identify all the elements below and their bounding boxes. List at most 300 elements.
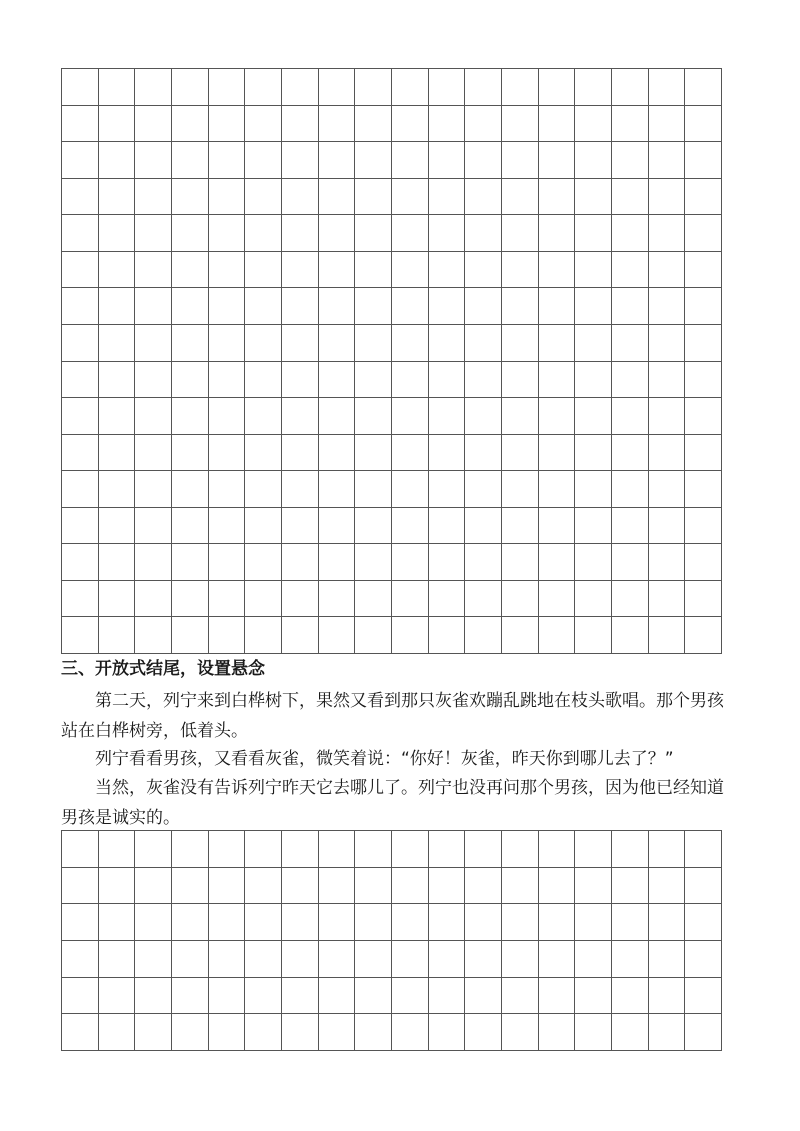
grid-cell bbox=[319, 471, 356, 508]
grid-cell bbox=[245, 252, 282, 289]
grid-cell bbox=[245, 288, 282, 325]
story-paragraph-1 bbox=[61, 686, 731, 746]
grid-cell bbox=[502, 362, 539, 399]
grid-cell bbox=[575, 978, 612, 1015]
grid-cell bbox=[99, 69, 136, 106]
grid-cell bbox=[539, 1014, 576, 1051]
grid-cell bbox=[99, 252, 136, 289]
grid-cell bbox=[685, 106, 722, 143]
grid-cell bbox=[319, 508, 356, 545]
grid-cell bbox=[282, 215, 319, 252]
grid-cell bbox=[392, 252, 429, 289]
grid-cell bbox=[539, 581, 576, 618]
grid-cell bbox=[429, 978, 466, 1015]
grid-cell bbox=[612, 581, 649, 618]
grid-cell bbox=[539, 617, 576, 654]
grid-cell bbox=[135, 581, 172, 618]
grid-cell bbox=[355, 471, 392, 508]
grid-cell bbox=[99, 941, 136, 978]
grid-cell bbox=[575, 1014, 612, 1051]
grid-cell bbox=[539, 179, 576, 216]
grid-cell bbox=[282, 904, 319, 941]
grid-cell bbox=[355, 288, 392, 325]
grid-cell bbox=[282, 544, 319, 581]
grid-cell bbox=[172, 978, 209, 1015]
grid-cell bbox=[209, 617, 246, 654]
grid-cell bbox=[99, 581, 136, 618]
grid-cell bbox=[209, 288, 246, 325]
grid-cell bbox=[282, 362, 319, 399]
grid-cell bbox=[465, 325, 502, 362]
grid-cell bbox=[649, 868, 686, 905]
grid-cell bbox=[355, 106, 392, 143]
grid-cell bbox=[355, 398, 392, 435]
grid-cell bbox=[612, 288, 649, 325]
grid-cell bbox=[649, 941, 686, 978]
grid-cell bbox=[209, 106, 246, 143]
grid-cell bbox=[172, 362, 209, 399]
grid-cell bbox=[355, 325, 392, 362]
grid-cell bbox=[99, 978, 136, 1015]
grid-cell bbox=[539, 904, 576, 941]
grid-cell bbox=[429, 362, 466, 399]
grid-cell bbox=[172, 868, 209, 905]
grid-cell bbox=[62, 252, 99, 289]
grid-cell bbox=[649, 617, 686, 654]
grid-cell bbox=[282, 179, 319, 216]
grid-cell bbox=[282, 868, 319, 905]
grid-cell bbox=[612, 868, 649, 905]
grid-cell bbox=[649, 1014, 686, 1051]
grid-cell bbox=[62, 179, 99, 216]
grid-cell bbox=[685, 941, 722, 978]
grid-cell bbox=[62, 581, 99, 618]
grid-cell bbox=[245, 362, 282, 399]
grid-cell bbox=[649, 325, 686, 362]
grid-cell bbox=[245, 179, 282, 216]
grid-cell bbox=[612, 544, 649, 581]
grid-cell bbox=[135, 325, 172, 362]
grid-cell bbox=[502, 288, 539, 325]
grid-cell bbox=[575, 941, 612, 978]
grid-cell bbox=[429, 904, 466, 941]
section-heading: 三、开放式结尾，设置悬念 bbox=[61, 659, 265, 679]
grid-cell bbox=[685, 1014, 722, 1051]
grid-cell bbox=[465, 904, 502, 941]
grid-cell bbox=[99, 179, 136, 216]
grid-cell bbox=[209, 398, 246, 435]
grid-cell bbox=[649, 106, 686, 143]
grid-cell bbox=[392, 69, 429, 106]
grid-cell bbox=[282, 1014, 319, 1051]
grid-cell bbox=[539, 69, 576, 106]
grid-cell bbox=[319, 978, 356, 1015]
grid-cell bbox=[465, 471, 502, 508]
grid-cell bbox=[135, 508, 172, 545]
grid-cell bbox=[282, 471, 319, 508]
grid-cell bbox=[502, 617, 539, 654]
grid-cell bbox=[429, 544, 466, 581]
grid-cell bbox=[135, 904, 172, 941]
grid-cell bbox=[429, 142, 466, 179]
grid-cell bbox=[539, 398, 576, 435]
grid-cell bbox=[135, 142, 172, 179]
grid-cell bbox=[99, 362, 136, 399]
grid-cell bbox=[355, 1014, 392, 1051]
grid-cell bbox=[172, 325, 209, 362]
grid-cell bbox=[649, 435, 686, 472]
grid-cell bbox=[539, 362, 576, 399]
grid-cell bbox=[649, 581, 686, 618]
grid-cell bbox=[539, 471, 576, 508]
grid-cell bbox=[135, 868, 172, 905]
grid-cell bbox=[392, 325, 429, 362]
grid-cell bbox=[355, 435, 392, 472]
grid-cell bbox=[62, 435, 99, 472]
grid-cell bbox=[355, 617, 392, 654]
grid-cell bbox=[392, 215, 429, 252]
grid-cell bbox=[502, 544, 539, 581]
grid-cell bbox=[319, 215, 356, 252]
grid-cell bbox=[319, 904, 356, 941]
grid-cell bbox=[539, 215, 576, 252]
grid-cell bbox=[539, 325, 576, 362]
grid-cell bbox=[575, 868, 612, 905]
grid-cell bbox=[99, 868, 136, 905]
grid-cell bbox=[99, 142, 136, 179]
grid-cell bbox=[612, 69, 649, 106]
grid-cell bbox=[62, 69, 99, 106]
grid-cell bbox=[685, 69, 722, 106]
grid-cell bbox=[502, 508, 539, 545]
grid-cell bbox=[685, 252, 722, 289]
grid-cell bbox=[245, 978, 282, 1015]
grid-cell bbox=[99, 508, 136, 545]
grid-cell bbox=[502, 868, 539, 905]
grid-cell bbox=[135, 1014, 172, 1051]
grid-cell bbox=[465, 617, 502, 654]
grid-cell bbox=[245, 831, 282, 868]
grid-cell bbox=[392, 288, 429, 325]
grid-cell bbox=[135, 106, 172, 143]
grid-cell bbox=[685, 904, 722, 941]
grid-cell bbox=[649, 69, 686, 106]
grid-cell bbox=[245, 1014, 282, 1051]
grid-cell bbox=[135, 69, 172, 106]
grid-cell bbox=[355, 904, 392, 941]
grid-cell bbox=[172, 904, 209, 941]
grid-cell bbox=[612, 617, 649, 654]
grid-cell bbox=[429, 831, 466, 868]
grid-cell bbox=[429, 941, 466, 978]
grid-cell bbox=[392, 508, 429, 545]
grid-cell bbox=[355, 978, 392, 1015]
grid-cell bbox=[209, 471, 246, 508]
grid-cell bbox=[502, 941, 539, 978]
grid-cell bbox=[99, 215, 136, 252]
grid-cell bbox=[319, 69, 356, 106]
grid-cell bbox=[575, 617, 612, 654]
grid-cell bbox=[429, 398, 466, 435]
grid-cell bbox=[62, 831, 99, 868]
grid-cell bbox=[685, 581, 722, 618]
grid-cell bbox=[209, 252, 246, 289]
grid-cell bbox=[539, 508, 576, 545]
grid-cell bbox=[172, 831, 209, 868]
grid-cell bbox=[465, 868, 502, 905]
grid-cell bbox=[429, 868, 466, 905]
grid-cell bbox=[355, 831, 392, 868]
grid-cell bbox=[319, 1014, 356, 1051]
grid-cell bbox=[539, 106, 576, 143]
grid-cell bbox=[355, 69, 392, 106]
grid-cell bbox=[649, 215, 686, 252]
grid-cell bbox=[172, 581, 209, 618]
grid-cell bbox=[429, 617, 466, 654]
grid-cell bbox=[355, 362, 392, 399]
grid-cell bbox=[502, 215, 539, 252]
grid-cell bbox=[209, 581, 246, 618]
grid-cell bbox=[209, 435, 246, 472]
grid-cell bbox=[319, 868, 356, 905]
grid-cell bbox=[282, 941, 319, 978]
grid-cell bbox=[502, 471, 539, 508]
grid-cell bbox=[392, 471, 429, 508]
grid-cell bbox=[172, 1014, 209, 1051]
grid-cell bbox=[172, 435, 209, 472]
grid-cell bbox=[429, 581, 466, 618]
grid-cell bbox=[612, 142, 649, 179]
grid-cell bbox=[612, 1014, 649, 1051]
grid-cell bbox=[209, 325, 246, 362]
grid-cell bbox=[245, 581, 282, 618]
grid-cell bbox=[172, 398, 209, 435]
grid-cell bbox=[355, 142, 392, 179]
grid-cell bbox=[392, 142, 429, 179]
grid-cell bbox=[429, 106, 466, 143]
grid-cell bbox=[99, 106, 136, 143]
grid-cell bbox=[135, 398, 172, 435]
grid-cell bbox=[685, 831, 722, 868]
grid-cell bbox=[319, 617, 356, 654]
grid-cell bbox=[99, 831, 136, 868]
grid-cell bbox=[319, 581, 356, 618]
grid-cell bbox=[62, 544, 99, 581]
grid-cell bbox=[282, 252, 319, 289]
grid-cell bbox=[245, 617, 282, 654]
grid-cell bbox=[99, 544, 136, 581]
grid-cell bbox=[612, 941, 649, 978]
grid-cell bbox=[245, 325, 282, 362]
grid-cell bbox=[99, 325, 136, 362]
grid-cell bbox=[465, 362, 502, 399]
grid-cell bbox=[135, 179, 172, 216]
grid-cell bbox=[172, 471, 209, 508]
grid-cell bbox=[649, 831, 686, 868]
grid-cell bbox=[172, 508, 209, 545]
grid-cell bbox=[502, 325, 539, 362]
grid-cell bbox=[575, 398, 612, 435]
grid-cell bbox=[62, 978, 99, 1015]
grid-cell bbox=[319, 179, 356, 216]
grid-cell bbox=[575, 215, 612, 252]
grid-cell bbox=[99, 435, 136, 472]
grid-cell bbox=[502, 831, 539, 868]
grid-cell bbox=[62, 1014, 99, 1051]
writing-grid-top bbox=[61, 68, 722, 654]
grid-cell bbox=[685, 544, 722, 581]
grid-cell bbox=[429, 288, 466, 325]
grid-cell bbox=[245, 868, 282, 905]
grid-cell bbox=[245, 544, 282, 581]
grid-cell bbox=[465, 215, 502, 252]
grid-cell bbox=[392, 831, 429, 868]
grid-cell bbox=[209, 1014, 246, 1051]
grid-cell bbox=[62, 904, 99, 941]
grid-cell bbox=[429, 325, 466, 362]
grid-cell bbox=[392, 398, 429, 435]
grid-cell bbox=[575, 471, 612, 508]
grid-cell bbox=[392, 581, 429, 618]
grid-cell bbox=[612, 362, 649, 399]
grid-cell bbox=[245, 69, 282, 106]
grid-cell bbox=[575, 252, 612, 289]
grid-cell bbox=[172, 617, 209, 654]
grid-cell bbox=[575, 179, 612, 216]
grid-cell bbox=[172, 215, 209, 252]
grid-cell bbox=[612, 904, 649, 941]
grid-cell bbox=[282, 69, 319, 106]
grid-cell bbox=[685, 215, 722, 252]
grid-cell bbox=[319, 941, 356, 978]
grid-cell bbox=[575, 106, 612, 143]
grid-cell bbox=[502, 904, 539, 941]
grid-cell bbox=[172, 288, 209, 325]
grid-cell bbox=[62, 362, 99, 399]
grid-cell bbox=[135, 288, 172, 325]
grid-cell bbox=[282, 106, 319, 143]
grid-cell bbox=[465, 106, 502, 143]
grid-cell bbox=[282, 325, 319, 362]
grid-cell bbox=[135, 215, 172, 252]
grid-cell bbox=[319, 252, 356, 289]
grid-cell bbox=[539, 978, 576, 1015]
grid-cell bbox=[209, 142, 246, 179]
grid-cell bbox=[612, 179, 649, 216]
grid-cell bbox=[135, 471, 172, 508]
grid-cell bbox=[575, 325, 612, 362]
grid-cell bbox=[99, 617, 136, 654]
grid-cell bbox=[392, 435, 429, 472]
grid-cell bbox=[392, 617, 429, 654]
paragraph-text: 当然，灰雀没有告诉列宁昨天它去哪儿了。列宁也没再问那个男孩，因为他已经知道男孩是诚实的。 bbox=[61, 778, 724, 828]
grid-cell bbox=[502, 252, 539, 289]
grid-cell bbox=[282, 831, 319, 868]
grid-cell bbox=[539, 941, 576, 978]
grid-cell bbox=[649, 288, 686, 325]
grid-cell bbox=[649, 471, 686, 508]
grid-cell bbox=[465, 508, 502, 545]
grid-cell bbox=[392, 978, 429, 1015]
grid-cell bbox=[355, 179, 392, 216]
grid-cell bbox=[282, 142, 319, 179]
grid-cell bbox=[62, 325, 99, 362]
grid-cell bbox=[502, 581, 539, 618]
grid-cell bbox=[62, 941, 99, 978]
grid-cell bbox=[465, 978, 502, 1015]
grid-cell bbox=[575, 508, 612, 545]
grid-cell bbox=[392, 544, 429, 581]
grid-cell bbox=[392, 362, 429, 399]
grid-cell bbox=[465, 252, 502, 289]
grid-cell bbox=[429, 252, 466, 289]
grid-cell bbox=[209, 362, 246, 399]
grid-cell bbox=[575, 581, 612, 618]
grid-cell bbox=[612, 252, 649, 289]
grid-cell bbox=[429, 471, 466, 508]
grid-cell bbox=[649, 508, 686, 545]
grid-cell bbox=[319, 325, 356, 362]
grid-cell bbox=[429, 508, 466, 545]
grid-cell bbox=[539, 142, 576, 179]
grid-cell bbox=[135, 544, 172, 581]
grid-cell bbox=[539, 435, 576, 472]
grid-cell bbox=[575, 435, 612, 472]
grid-cell bbox=[612, 325, 649, 362]
grid-cell bbox=[685, 288, 722, 325]
grid-cell bbox=[355, 215, 392, 252]
grid-cell bbox=[575, 831, 612, 868]
grid-cell bbox=[429, 69, 466, 106]
grid-cell bbox=[62, 617, 99, 654]
grid-cell bbox=[612, 106, 649, 143]
grid-cell bbox=[649, 252, 686, 289]
grid-cell bbox=[465, 179, 502, 216]
grid-cell bbox=[172, 106, 209, 143]
paragraph-text: 列宁看看男孩，又看看灰雀，微笑着说：“你好！灰雀，昨天你到哪儿去了？” bbox=[95, 749, 674, 769]
grid-cell bbox=[429, 435, 466, 472]
grid-cell bbox=[99, 398, 136, 435]
grid-cell bbox=[172, 142, 209, 179]
grid-cell bbox=[465, 435, 502, 472]
grid-cell bbox=[685, 617, 722, 654]
grid-cell bbox=[245, 142, 282, 179]
grid-cell bbox=[172, 544, 209, 581]
grid-cell bbox=[539, 544, 576, 581]
grid-cell bbox=[575, 362, 612, 399]
grid-cell bbox=[612, 978, 649, 1015]
grid-cell bbox=[135, 362, 172, 399]
grid-cell bbox=[502, 398, 539, 435]
grid-cell bbox=[575, 904, 612, 941]
grid-cell bbox=[245, 508, 282, 545]
grid-cell bbox=[355, 581, 392, 618]
grid-cell bbox=[282, 288, 319, 325]
grid-cell bbox=[685, 179, 722, 216]
grid-cell bbox=[685, 868, 722, 905]
grid-cell bbox=[209, 868, 246, 905]
story-paragraph-2 bbox=[61, 744, 731, 774]
grid-cell bbox=[282, 398, 319, 435]
grid-cell bbox=[612, 398, 649, 435]
grid-cell bbox=[135, 978, 172, 1015]
grid-cell bbox=[649, 904, 686, 941]
grid-cell bbox=[99, 904, 136, 941]
grid-cell bbox=[245, 398, 282, 435]
grid-cell bbox=[245, 471, 282, 508]
grid-cell bbox=[685, 325, 722, 362]
grid-cell bbox=[539, 831, 576, 868]
